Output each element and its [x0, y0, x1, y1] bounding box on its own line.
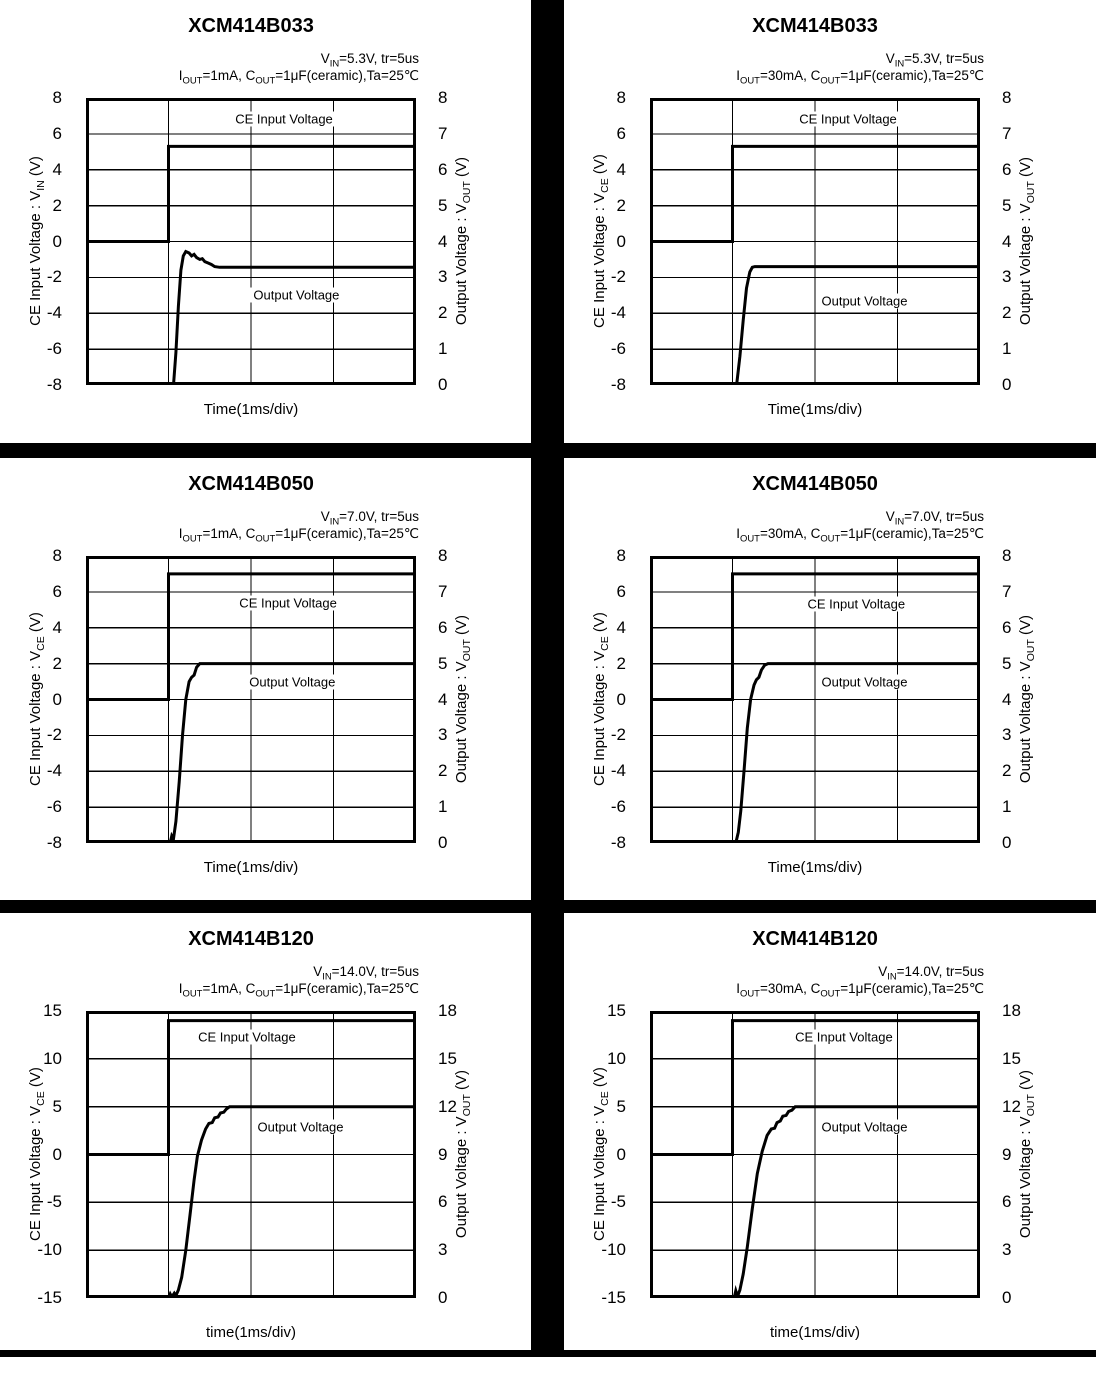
- left-axis-tick: -10: [37, 1240, 62, 1260]
- left-axis-tick: -15: [601, 1288, 626, 1307]
- right-axis-tick: 0: [438, 833, 448, 852]
- test-condition-line-2: $I_{OUT}=30mA$, $C_{OUT}=1\mu F(ceramic),Ta=25℃$: [736, 68, 984, 87]
- left-axis-tick: -10: [601, 1240, 626, 1260]
- ce-input-voltage-label: CE Input Voltage: [805, 597, 909, 612]
- right-axis-tick: 3: [438, 267, 448, 287]
- right-axis-title: Output Voltage : $V_{OUT}$ (V): [1017, 1069, 1037, 1239]
- right-axis-tick: 4: [1002, 231, 1012, 251]
- plot-area: [650, 556, 980, 843]
- plot-area: [86, 556, 416, 843]
- right-axis-tick: 3: [1002, 725, 1012, 745]
- left-axis-tick: 2: [52, 653, 62, 673]
- right-axis-tick: 4: [438, 231, 448, 251]
- left-axis-tick: 0: [616, 1144, 626, 1164]
- left-axis-title: CE Input Voltage : $V_{CE}$ (V): [27, 1067, 47, 1241]
- left-axis-tick: 6: [52, 581, 62, 601]
- left-axis-tick: 4: [616, 159, 626, 179]
- output-voltage-waveform: [174, 252, 417, 386]
- right-axis-tick: 3: [1002, 267, 1012, 287]
- left-axis-ticks: [0, 88, 74, 394]
- left-axis-tick: 0: [616, 689, 626, 709]
- left-axis-tick: 10: [43, 1048, 62, 1068]
- right-axis-tick: 0: [1002, 375, 1012, 394]
- left-axis-ticks: [564, 88, 638, 394]
- ce-input-voltage-label: CE Input Voltage: [792, 1029, 896, 1044]
- panel-xcm414b120-1ma: [0, 913, 531, 1350]
- output-voltage-label: Output Voltage: [246, 674, 338, 689]
- right-axis-tick: 1: [438, 797, 448, 817]
- left-axis-tick: 5: [616, 1096, 626, 1116]
- right-axis-title: Output Voltage : $V_{OUT}$ (V): [453, 614, 473, 784]
- chart-title: XCM414B050: [752, 473, 878, 495]
- left-axis-tick: 6: [616, 123, 626, 143]
- right-axis-tick: 12: [438, 1096, 457, 1116]
- chart-title: XCM414B120: [188, 928, 314, 950]
- left-axis-tick: 2: [616, 653, 626, 673]
- right-axis-tick: 7: [438, 123, 448, 143]
- right-axis-tick: 2: [438, 761, 448, 781]
- right-axis-tick: 1: [1002, 339, 1012, 359]
- left-axis-tick: -2: [610, 267, 626, 287]
- left-axis-tick: -8: [610, 375, 626, 394]
- left-axis-tick: 8: [52, 546, 62, 565]
- test-condition-line-2: $I_{OUT}=30mA$, $C_{OUT}=1\mu F(ceramic),Ta=25℃$: [736, 981, 984, 1000]
- right-axis-ticks: [992, 88, 1066, 394]
- right-axis-tick: 6: [438, 1192, 448, 1212]
- x-axis-label: Time(1ms/div): [203, 859, 299, 876]
- left-axis-tick: 4: [52, 617, 62, 637]
- waveform-chart: [86, 1011, 416, 1298]
- right-axis-tick: 0: [1002, 833, 1012, 852]
- right-axis-tick: 0: [1002, 1288, 1012, 1307]
- panel-xcm414b033-1ma: [0, 0, 531, 443]
- plot-area: [650, 1011, 980, 1298]
- plot-area: [86, 98, 416, 385]
- right-axis-tick: 9: [1002, 1144, 1012, 1164]
- divider-horizontal-2: [0, 900, 1096, 913]
- left-axis-ticks: [0, 1001, 74, 1307]
- right-axis-tick: 18: [1002, 1001, 1021, 1020]
- left-axis-title: CE Input Voltage : $V_{CE}$ (V): [591, 612, 611, 786]
- left-axis-tick: -4: [46, 761, 62, 781]
- right-axis-tick: 4: [1002, 689, 1012, 709]
- right-axis-tick: 2: [1002, 761, 1012, 781]
- right-axis-tick: 12: [1002, 1096, 1021, 1116]
- output-voltage-label: Output Voltage: [818, 293, 910, 308]
- left-axis-tick: 0: [616, 231, 626, 251]
- left-axis-tick: -6: [610, 797, 626, 817]
- left-axis-tick: -6: [46, 797, 62, 817]
- left-axis-tick: 8: [616, 88, 626, 107]
- test-condition-line-1: $V_{IN}=5.3V$, tr=5us: [885, 51, 984, 70]
- left-axis-tick: -8: [46, 833, 62, 852]
- ce-input-voltage-label: CE Input Voltage: [236, 595, 340, 610]
- right-axis-tick: 5: [438, 195, 448, 215]
- panel-xcm414b120-30ma: [564, 913, 1096, 1350]
- output-voltage-waveform: [736, 664, 980, 843]
- left-axis-tick: 10: [607, 1048, 626, 1068]
- right-axis-ticks: [992, 546, 1066, 852]
- x-axis-label: Time(1ms/div): [767, 401, 863, 418]
- left-axis-tick: 5: [52, 1096, 62, 1116]
- right-axis-title: Output Voltage : $V_{OUT}$ (V): [453, 156, 473, 326]
- left-axis-tick: -8: [610, 833, 626, 852]
- right-axis-tick: 8: [438, 546, 448, 565]
- test-condition-line-2: $I_{OUT}=1mA$, $C_{OUT}=1\mu F(ceramic),Ta=25℃$: [178, 981, 419, 1000]
- output-voltage-label: Output Voltage: [818, 674, 910, 689]
- left-axis-tick: 0: [52, 689, 62, 709]
- left-axis-tick: -2: [610, 725, 626, 745]
- right-axis-tick: 18: [438, 1001, 457, 1020]
- divider-vertical: [531, 0, 564, 1357]
- right-axis-tick: 15: [438, 1048, 457, 1068]
- right-axis-ticks: [428, 88, 502, 394]
- chart-title: XCM414B120: [752, 928, 878, 950]
- left-axis-title: CE Input Voltage : $V_{CE}$ (V): [591, 154, 611, 328]
- left-axis-tick: -5: [610, 1192, 626, 1212]
- x-axis-label: time(1ms/div): [205, 1324, 296, 1341]
- right-axis-tick: 6: [1002, 617, 1012, 637]
- panel-xcm414b033-30ma: [564, 0, 1096, 443]
- right-axis-tick: 5: [1002, 195, 1012, 215]
- left-axis-title: CE Input Voltage : $V_{CE}$ (V): [27, 612, 47, 786]
- output-voltage-waveform: [737, 267, 980, 385]
- right-axis-tick: 8: [1002, 88, 1012, 107]
- waveform-chart: [650, 98, 980, 385]
- test-condition-line-1: $V_{IN}=7.0V$, tr=5us: [320, 509, 419, 528]
- right-axis-tick: 0: [438, 1288, 448, 1307]
- right-axis-title: Output Voltage : $V_{OUT}$ (V): [453, 1069, 473, 1239]
- right-axis-tick: 1: [438, 339, 448, 359]
- output-voltage-label: Output Voltage: [250, 288, 342, 303]
- right-axis-tick: 4: [438, 689, 448, 709]
- right-axis-ticks: [992, 1001, 1066, 1307]
- right-axis-tick: 3: [1002, 1240, 1012, 1260]
- left-axis-tick: -6: [46, 339, 62, 359]
- right-axis-tick: 5: [438, 653, 448, 673]
- left-axis-tick: 2: [616, 195, 626, 215]
- left-axis-tick: -4: [610, 761, 626, 781]
- x-axis-label: Time(1ms/div): [203, 401, 299, 418]
- right-axis-tick: 2: [438, 303, 448, 323]
- chart-title: XCM414B050: [188, 473, 314, 495]
- right-axis-title: Output Voltage : $V_{OUT}$ (V): [1017, 156, 1037, 326]
- left-axis-ticks: [564, 546, 638, 852]
- left-axis-tick: -15: [37, 1288, 62, 1307]
- chart-title: XCM414B033: [188, 15, 314, 37]
- left-axis-tick: 6: [616, 581, 626, 601]
- test-condition-line-2: $I_{OUT}=1mA$, $C_{OUT}=1\mu F(ceramic),Ta=25℃$: [178, 526, 419, 545]
- divider-horizontal-1: [0, 443, 1096, 458]
- left-axis-tick: 2: [52, 195, 62, 215]
- x-axis-label: time(1ms/div): [769, 1324, 860, 1341]
- right-axis-tick: 7: [1002, 581, 1012, 601]
- right-axis-tick: 15: [1002, 1048, 1021, 1068]
- left-axis-tick: 0: [52, 1144, 62, 1164]
- chart-title: XCM414B033: [752, 15, 878, 37]
- test-condition-line-2: $I_{OUT}=1mA$, $C_{OUT}=1\mu F(ceramic),Ta=25℃$: [178, 68, 419, 87]
- test-condition-line-2: $I_{OUT}=30mA$, $C_{OUT}=1\mu F(ceramic),Ta=25℃$: [736, 526, 984, 545]
- right-axis-tick: 7: [1002, 123, 1012, 143]
- left-axis-tick: 8: [52, 88, 62, 107]
- ce-input-voltage-label: CE Input Voltage: [195, 1029, 299, 1044]
- right-axis-tick: 7: [438, 581, 448, 601]
- left-axis-tick: 0: [52, 231, 62, 251]
- output-voltage-waveform: [170, 664, 416, 843]
- right-axis-tick: 3: [438, 725, 448, 745]
- ce-input-voltage-label: CE Input Voltage: [232, 111, 336, 126]
- left-axis-tick: -5: [46, 1192, 62, 1212]
- left-axis-tick: -6: [610, 339, 626, 359]
- left-axis-tick: -2: [46, 725, 62, 745]
- plot-area: [86, 1011, 416, 1298]
- right-axis-tick: 1: [1002, 797, 1012, 817]
- right-axis-tick: 6: [1002, 159, 1012, 179]
- right-axis-ticks: [428, 1001, 502, 1307]
- left-axis-tick: 4: [616, 617, 626, 637]
- right-axis-tick: 3: [438, 1240, 448, 1260]
- right-axis-tick: 0: [438, 375, 448, 394]
- left-axis-tick: -4: [46, 303, 62, 323]
- test-condition-line-1: $V_{IN}=14.0V$, tr=5us: [313, 964, 419, 983]
- test-condition-line-1: $V_{IN}=14.0V$, tr=5us: [878, 964, 984, 983]
- right-axis-tick: 9: [438, 1144, 448, 1164]
- divider-bottom-bar: [0, 1350, 1096, 1357]
- left-axis-tick: -2: [46, 267, 62, 287]
- right-axis-tick: 5: [1002, 653, 1012, 673]
- right-axis-tick: 6: [438, 159, 448, 179]
- waveform-chart: [86, 98, 416, 385]
- ce-input-voltage-label: CE Input Voltage: [796, 111, 900, 126]
- left-axis-title: CE Input Voltage : $V_{CE}$ (V): [591, 1067, 611, 1241]
- left-axis-tick: 15: [607, 1001, 626, 1020]
- right-axis-title: Output Voltage : $V_{OUT}$ (V): [1017, 614, 1037, 784]
- left-axis-tick: 15: [43, 1001, 62, 1020]
- output-voltage-label: Output Voltage: [254, 1119, 346, 1134]
- test-condition-line-1: $V_{IN}=7.0V$, tr=5us: [885, 509, 984, 528]
- right-axis-tick: 6: [1002, 1192, 1012, 1212]
- right-axis-tick: 2: [1002, 303, 1012, 323]
- right-axis-tick: 6: [438, 617, 448, 637]
- left-axis-tick: -8: [46, 375, 62, 394]
- right-axis-tick: 8: [438, 88, 448, 107]
- test-condition-line-1: $V_{IN}=5.3V$, tr=5us: [320, 51, 419, 70]
- left-axis-tick: 8: [616, 546, 626, 565]
- left-axis-tick: 6: [52, 123, 62, 143]
- left-axis-ticks: [564, 1001, 638, 1307]
- x-axis-label: Time(1ms/div): [767, 859, 863, 876]
- left-axis-title: CE Input Voltage : $V_{IN}$ (V): [27, 156, 47, 326]
- left-axis-ticks: [0, 546, 74, 852]
- right-axis-ticks: [428, 546, 502, 852]
- left-axis-tick: -4: [610, 303, 626, 323]
- right-axis-tick: 8: [1002, 546, 1012, 565]
- panel-xcm414b050-1ma: [0, 458, 531, 900]
- panel-xcm414b050-30ma: [564, 458, 1096, 900]
- plot-area: [650, 98, 980, 385]
- waveform-chart: [650, 1011, 980, 1298]
- left-axis-tick: 4: [52, 159, 62, 179]
- output-voltage-label: Output Voltage: [818, 1119, 910, 1134]
